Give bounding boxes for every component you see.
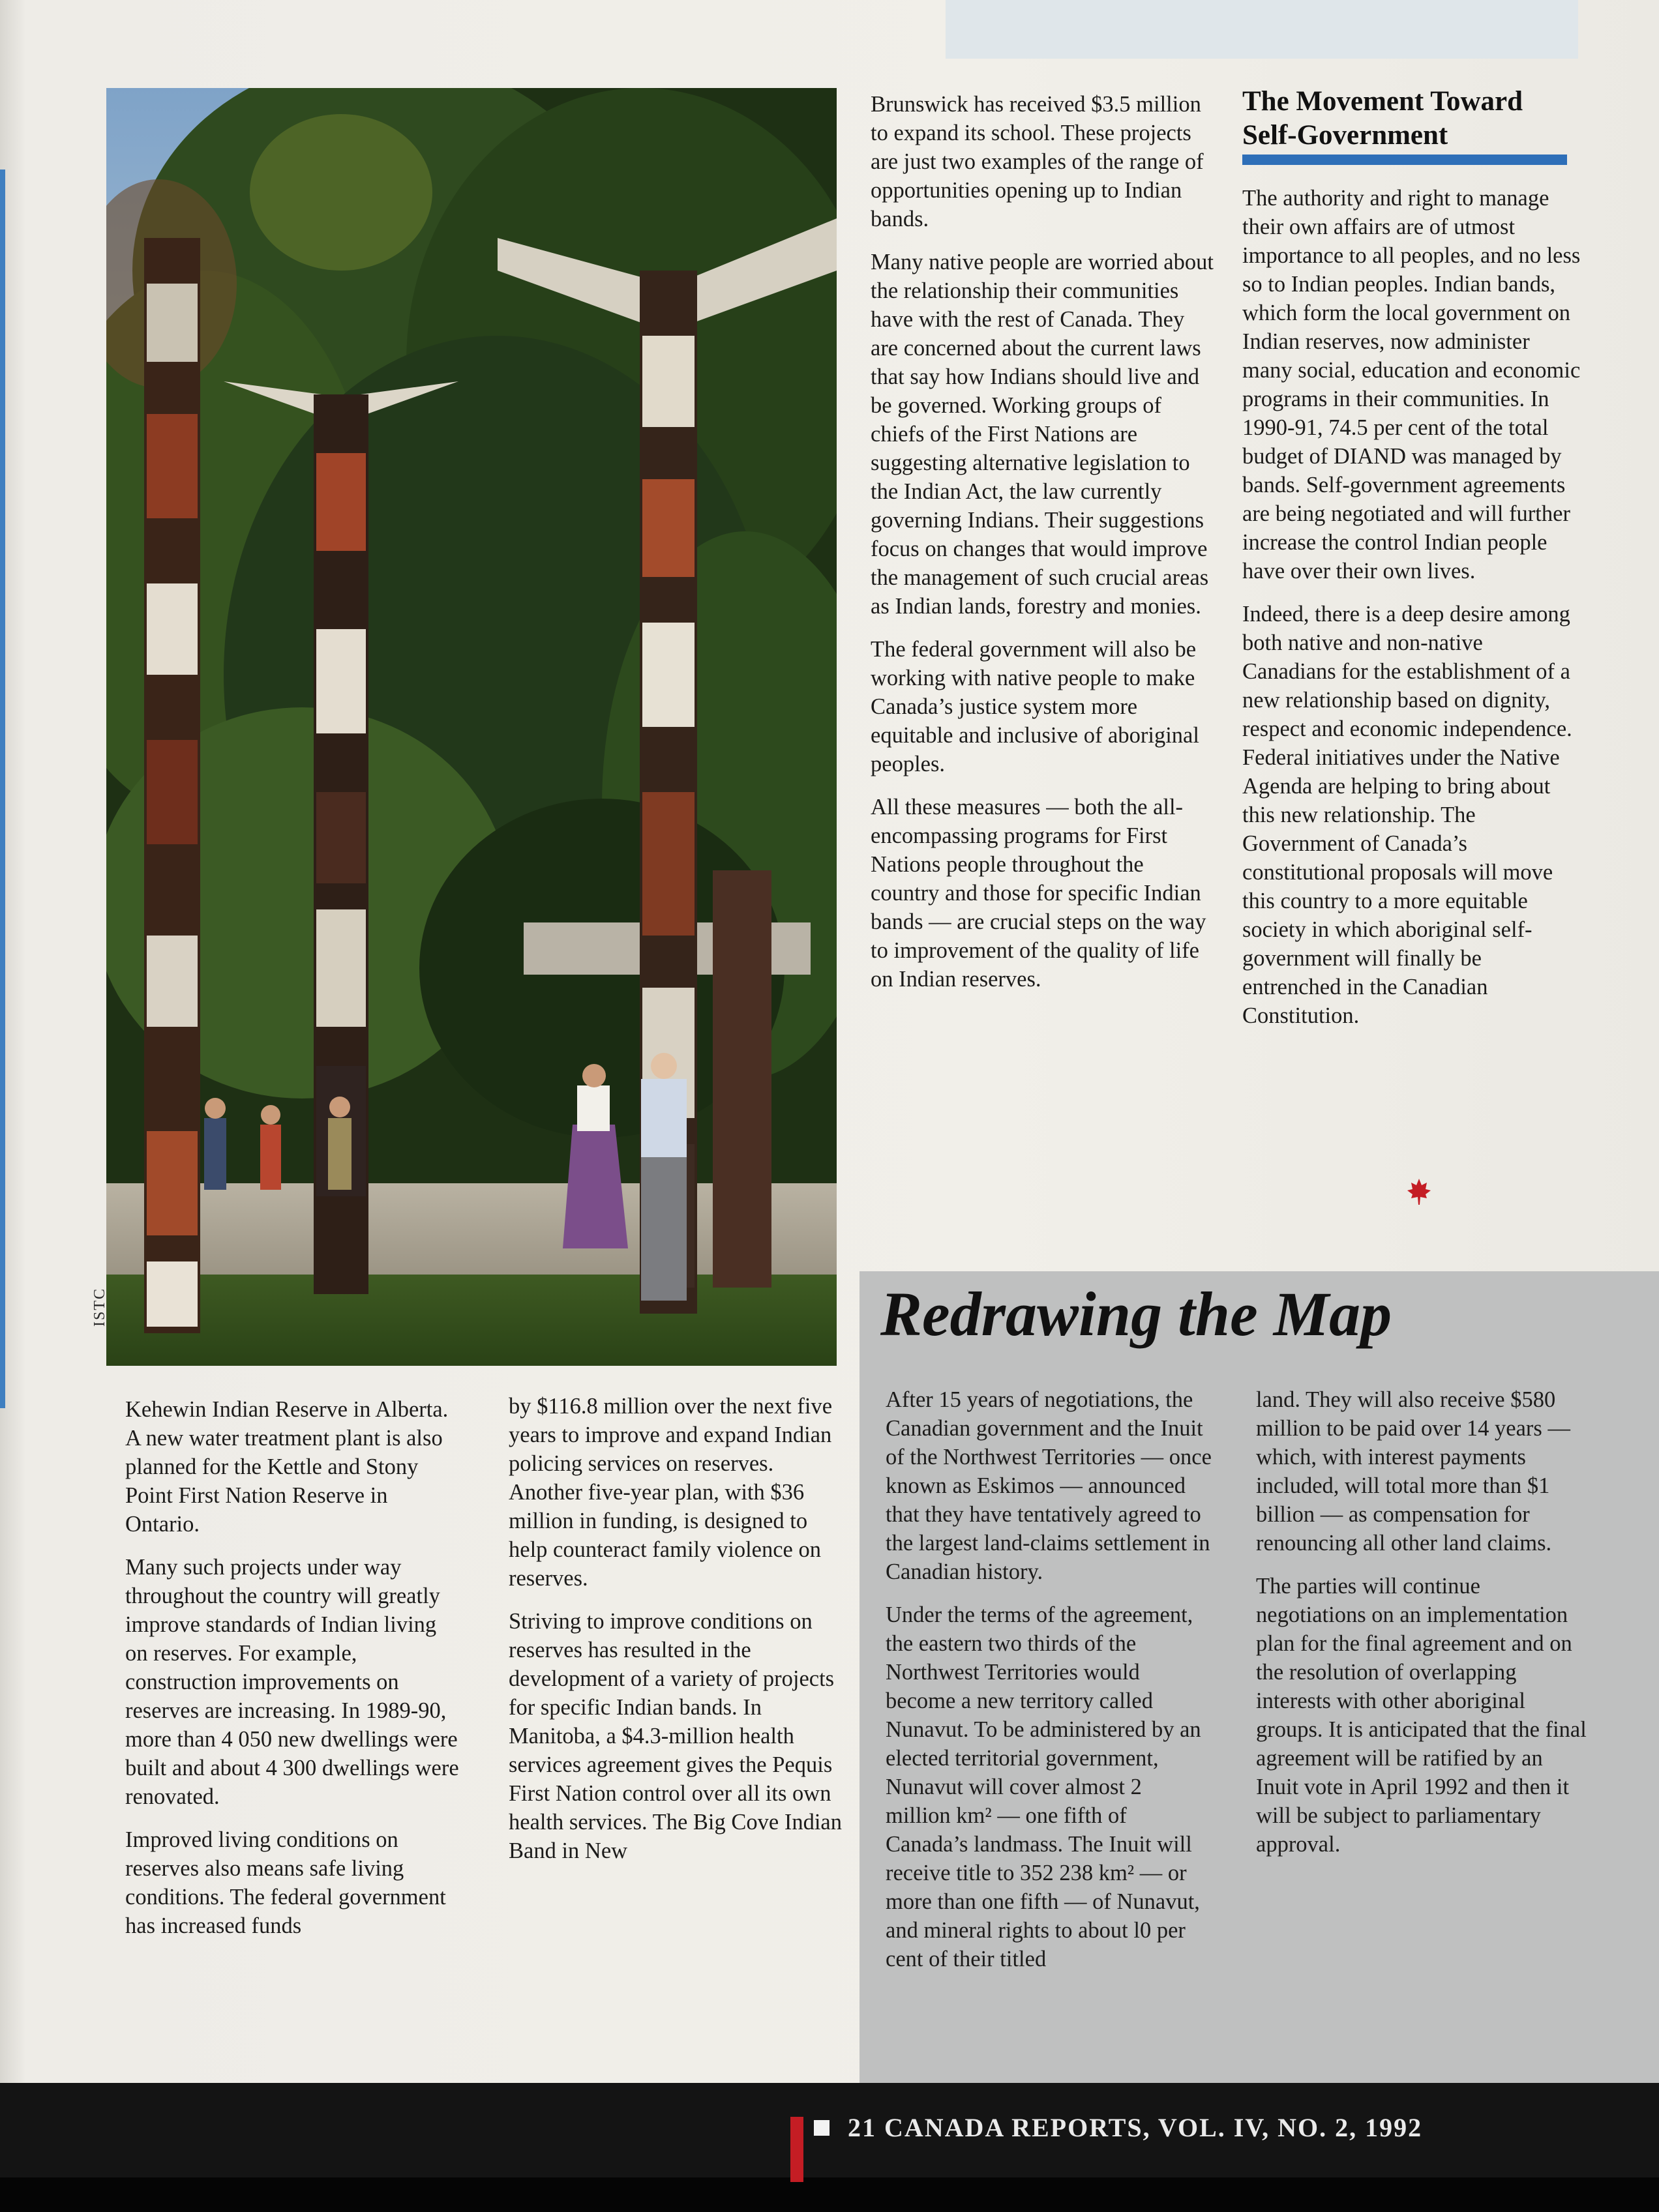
body-paragraph: by $116.8 million over the next five years to improve and expand Indian policing services on reserves. Another five-year plan, with $36 million in funding, is designed to help counteract family violence on reserves. <box>509 1394 833 1591</box>
main-paragraph: All these measures — both the all-encompassing programs for First Nations people throughout the country and those for specific Indian bands — are crucial steps on the way to improvement of the quality of life on Indian reserves. <box>871 795 1206 992</box>
main-column <box>871 90 1216 1008</box>
body-paragraph: Kehewin Indian Reserve in Alberta. A new water treatment plant is also planned for the Kettle and Stony Point First Nation Reserve in Ontario. <box>125 1397 449 1537</box>
sidebar-heading-line: Self-Government <box>1242 120 1448 151</box>
sidebar-paragraph: The authority and right to manage their own affairs are of utmost importance to all peoples, and no less so to Indian peoples. Indian bands, which form the local government on Indian reserves, now administer many social, education and economic programs in their communities. In 1990-91, 74.5 per cent of the total budget of DIAND was managed by bands. Self-government agreements are being negotiated and will further increase the control Indian people have over their own lives. <box>1242 186 1581 583</box>
bottom-column-1 <box>125 1395 464 1954</box>
body-paragraph: The parties will continue negotiations on an implementation plan for the final agreement and on the resolution of overlapping interests with other aboriginal groups. It is anticipated that the final agreement will be ratified by an Inuit vote in April 1992 and then it will be subject to parliamentary approval. <box>1256 1574 1587 1857</box>
body-paragraph: Improved living conditions on reserves also means safe living conditions. The federal government has increased funds <box>125 1827 446 1938</box>
sidebar-paragraph: Indeed, there is a deep desire among both native and non-native Canadians for the establishment of a new relationship based on dignity, respect and economic independence. Federal initiatives under the Native Agenda are helping to bring about this new relationship. The Government of Canada’s constitutional proposals will move this country to a more equitable society in which aboriginal self-government will finally be entrenched in the Canadian Constitution. <box>1242 602 1572 1028</box>
sidebar-heading <box>1242 85 1568 153</box>
main-paragraph: Brunswick has received $3.5 million to expand its school. These projects are just two examples of the range of opportunities opening up to Indian bands. <box>871 92 1204 231</box>
maple-leaf-icon <box>1407 1179 1431 1205</box>
sidebar-body <box>1242 184 1581 1044</box>
photo-credit: ISTC <box>91 1287 108 1327</box>
totem-pole-left <box>144 238 200 1333</box>
footer-shadow <box>0 2177 1659 2212</box>
footer-red-bar <box>790 2117 803 2182</box>
photo-illustration <box>106 88 837 1366</box>
body-paragraph: After 15 years of negotiations, the Canadian government and the Inuit of the Northwest Territories — once known as Eskimos — announced that they have tentatively agreed to the largest land-claims settlement in Canadian history. <box>886 1387 1212 1584</box>
sidebar-heading-line: The Movement Toward <box>1242 86 1523 117</box>
body-paragraph: Many such projects under way throughout the country will greatly improve standards of Indian living on reserves. For example, construction improvements on reserves are increasing. In 1989-90, more than 4 050 new dwellings were built and about 4 300 dwellings were renovated. <box>125 1555 459 1809</box>
redrawing-column-1 <box>886 1385 1212 1988</box>
redrawing-column-2 <box>1256 1385 1589 1873</box>
footer-square-icon <box>814 2120 830 2136</box>
left-edge-tab <box>0 170 5 1408</box>
bottom-column-2 <box>509 1392 848 1880</box>
redrawing-title: Redrawing the Map <box>880 1279 1392 1349</box>
totem-poles-photo <box>106 88 837 1366</box>
publication-title: CANADA REPORTS, VOL. IV, NO. 2, 1992 <box>884 2113 1423 2142</box>
body-paragraph: Under the terms of the agreement, the eastern two thirds of the Northwest Territories would become a new territory called Nunavut. To be administered by an elected territorial government, Nunavut will cover almost 2 million km² — one fifth of Canada’s landmass. The Inuit will receive title to 352 238 km² — or more than one fifth — of Nunavut, and mineral rights to about l0 per cent of their titled <box>886 1602 1201 1971</box>
main-paragraph: The federal government will also be working with native people to make Canada’s justice system more equitable and inclusive of aboriginal peoples. <box>871 637 1199 776</box>
page-number: 21 <box>848 2113 876 2142</box>
body-paragraph: Striving to improve conditions on reserves has resulted in the development of a variety of projects for specific Indian bands. In Manitoba, a $4.3-million health services agreement gives the Pequis First Nation control over all its own health services. The Big Cove Indian Band in New <box>509 1609 842 1863</box>
main-paragraph: Many native people are worried about the relationship their communities have with the rest of Canada. They are concerned about the current laws that say how Indians should live and be governed. Working groups of chiefs of the First Nations are suggesting alternative legislation to the Indian Act, the law currently governing Indians. Their suggestions focus on changes that would improve the management of such crucial areas as Indian lands, forestry and monies. <box>871 250 1214 619</box>
sidebar-heading-rule <box>1242 155 1567 165</box>
top-color-band <box>946 0 1578 59</box>
body-paragraph: land. They will also receive $580 million to be paid over 14 years — which, with interest payments included, will total more than $1 billion — as compensation for renouncing all other land claims. <box>1256 1387 1570 1556</box>
footer-publication <box>848 2112 1422 2143</box>
